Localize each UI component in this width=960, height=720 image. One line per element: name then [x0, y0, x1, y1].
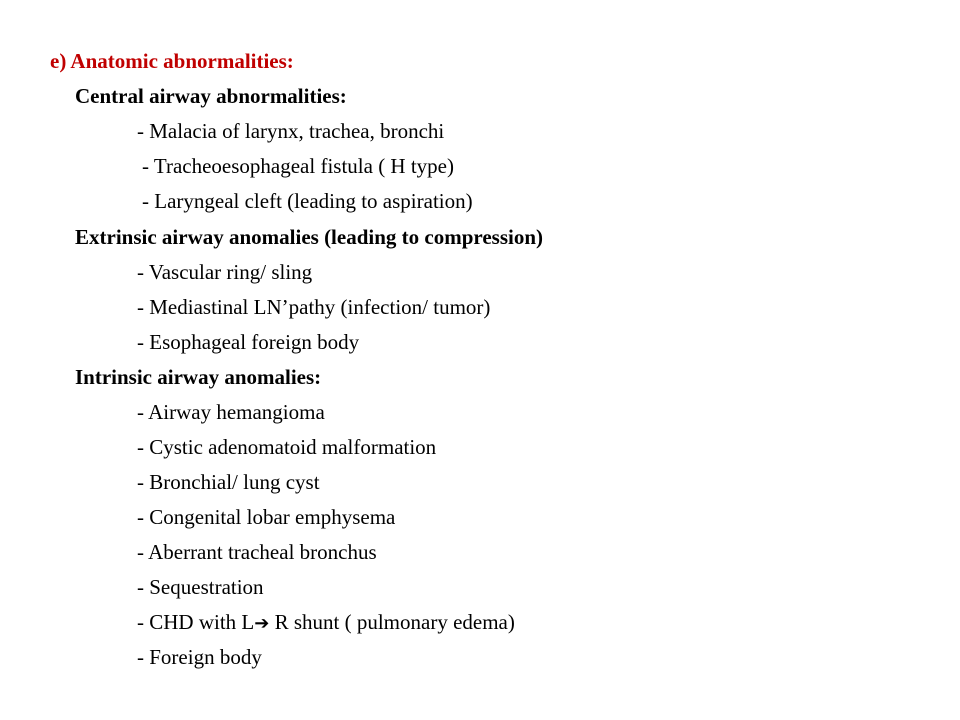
- intrinsic-item: - Foreign body: [137, 645, 262, 669]
- chd-item: [137, 609, 515, 636]
- intrinsic-item: - Congenital lobar emphysema: [137, 505, 396, 529]
- central-item: - Malacia of larynx, trachea, bronchi: [137, 119, 445, 143]
- chd-prefix: - CHD with L: [137, 610, 255, 634]
- central-heading: Central airway abnormalities:: [75, 84, 347, 108]
- extrinsic-item: - Mediastinal LN’pathy (infection/ tumor): [137, 295, 491, 319]
- slide-title: e) Anatomic abnormalities:: [50, 49, 294, 73]
- right-arrow-icon: ➔: [254, 613, 270, 633]
- intrinsic-item: - Aberrant tracheal bronchus: [137, 540, 377, 564]
- central-item: - Tracheoesophageal fistula ( H type): [142, 154, 454, 178]
- intrinsic-item: - Cystic adenomatoid malformation: [137, 435, 437, 459]
- extrinsic-item: - Esophageal foreign body: [137, 330, 360, 354]
- intrinsic-item: - Sequestration: [137, 575, 264, 599]
- extrinsic-heading: Extrinsic airway anomalies (leading to compression): [75, 225, 544, 249]
- chd-suffix: R shunt ( pulmonary edema): [269, 610, 515, 634]
- intrinsic-heading: Intrinsic airway anomalies:: [75, 365, 322, 389]
- central-item: - Laryngeal cleft (leading to aspiration): [142, 189, 473, 213]
- intrinsic-item: - Bronchial/ lung cyst: [137, 470, 320, 494]
- extrinsic-item: - Vascular ring/ sling: [137, 260, 313, 284]
- intrinsic-item: - Airway hemangioma: [137, 400, 325, 424]
